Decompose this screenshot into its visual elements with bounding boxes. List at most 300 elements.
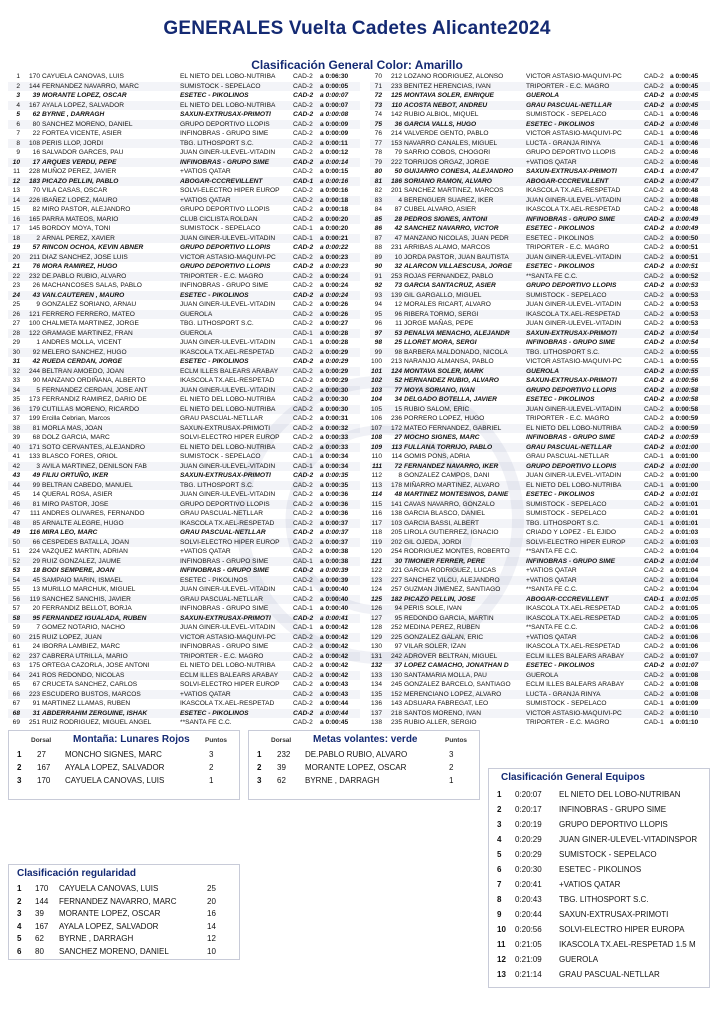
bib-number: 226 — [28, 196, 40, 204]
time-gap: a 0:00:30 — [320, 396, 349, 403]
position: 68 — [12, 709, 20, 717]
bib-number: 39 — [35, 909, 44, 918]
category: CAD-2 — [644, 329, 665, 337]
rank: 2 — [257, 763, 262, 772]
team-name: SOLVI-ELECTRO HIPER EUROPA — [559, 925, 685, 934]
time-gap: a 0:00:55 — [670, 358, 699, 365]
classification-row — [370, 614, 710, 624]
classification-row — [370, 538, 710, 548]
rider-name: Ercilla Cebrian, Marcos — [42, 415, 111, 422]
bib-number: 30 — [394, 557, 402, 565]
time-gap: a 0:00:55 — [670, 367, 699, 375]
category: CAD-2 — [293, 405, 313, 413]
rider-name: RUBIO ALLER, SERGIO — [404, 719, 477, 726]
rider-name: RIBERA TORMO, SERGI — [404, 310, 479, 318]
rider-name: MARTINEZ LLAMAS, RUBEN — [42, 700, 131, 707]
position: 64 — [12, 671, 20, 679]
position: 74 — [374, 111, 382, 118]
time-gap: a 0:01:06 — [670, 633, 699, 641]
rider-name: ESCUDERO BUSTOS, MARCOS — [42, 690, 141, 698]
team-name: VICTOR ASTASIO-MAQUIVI-PC — [526, 130, 622, 137]
position: 90 — [374, 263, 382, 270]
rider-name: SANCHEZ NAVARRO, VICTOR — [404, 225, 499, 232]
category: CAD-2 — [644, 443, 665, 451]
position: 46 — [12, 500, 20, 508]
time-gap: a 0:00:54 — [670, 339, 699, 346]
classification-row — [370, 414, 710, 424]
team-name: IKASCOLA TX.AEL-RESPETAD — [526, 614, 621, 622]
rider-name: CAYUELA CANOVAS, LUIS — [65, 776, 165, 785]
team-name: GRUPO DEPORTIVO LLOPIS — [180, 120, 270, 128]
category: CAD-2 — [293, 652, 313, 660]
classification-row — [370, 566, 710, 576]
position: 2 — [16, 82, 20, 90]
classification-row — [8, 82, 360, 92]
bib-number: 138 — [390, 510, 402, 517]
bib-number: 224 — [28, 548, 40, 555]
time-gap: a 0:00:40 — [320, 586, 349, 593]
rider-name: ARNAL PEREZ, XAVIER — [42, 234, 115, 242]
time-gap: a 0:00:16 — [320, 187, 349, 194]
team-name: **SANTA FE C.C. — [526, 624, 578, 631]
team-name: GRAU PASCUAL-NETLLAR — [559, 970, 660, 979]
category: CAD-2 — [293, 92, 314, 99]
time-gap: a 0:00:07 — [320, 92, 349, 99]
position: 71 — [374, 82, 382, 90]
position: 132 — [370, 662, 382, 669]
rider-name: PENALVA MENACHO, ALEJANDR — [404, 329, 510, 337]
position: 4 — [16, 101, 20, 109]
category: CAD-2 — [293, 215, 313, 223]
position: 44 — [12, 481, 20, 489]
classification-row — [370, 509, 710, 519]
bib-number: 121 — [28, 310, 40, 318]
position: 136 — [370, 700, 382, 707]
rider-name: AYALA LOPEZ, SALVADOR — [65, 763, 165, 772]
team-name: SOLVI-ELECTRO HIPER EUROP — [526, 538, 626, 546]
time-gap: a 0:00:30 — [320, 405, 349, 413]
rider-name: ROJAS FERNANDEZ, PABLO — [404, 272, 494, 280]
team-name: GUEROLA — [559, 955, 599, 964]
time-gap: a 0:00:30 — [320, 386, 349, 394]
classification-row — [8, 452, 360, 462]
time-gap: a 0:00:48 — [670, 196, 699, 204]
team-name: JUAN GINER-ULEVEL-VITADIN — [180, 234, 276, 242]
team-name: SUMISTOCK - SEPELACO — [526, 291, 607, 299]
position: 53 — [12, 567, 20, 574]
position: 48 — [12, 519, 20, 527]
position: 89 — [374, 253, 382, 261]
position: 35 — [12, 396, 20, 403]
position: 105 — [370, 405, 382, 413]
position: 45 — [12, 491, 20, 498]
points: 20 — [207, 896, 216, 906]
classification-row — [8, 405, 360, 415]
rider-name: FERRANDIZ RAMIREZ, DARIO DE — [42, 396, 147, 403]
classification-row — [8, 576, 360, 586]
time-gap: a 0:00:53 — [670, 291, 699, 299]
mountain-classification-box — [8, 730, 240, 800]
time-gap: a 0:00:05 — [320, 82, 349, 90]
classification-row — [370, 186, 710, 196]
team-name: INFINOBRAS - GRUPO SIME — [526, 434, 616, 441]
team-name: GUEROLA — [180, 310, 213, 318]
team-name: TRIPORTER - E.C. MAGRO — [526, 719, 610, 726]
time-gap: a 0:00:38 — [320, 557, 349, 565]
team-name: **SANTA FE C.C. — [180, 719, 232, 726]
box-row — [489, 939, 709, 951]
time-gap: a 0:00:48 — [670, 187, 699, 194]
category: CAD-2 — [293, 681, 313, 688]
classification-row — [370, 120, 710, 130]
rider-name: DE.PABLO RUBIO, ALVARO — [42, 272, 127, 280]
rank: 3 — [17, 776, 22, 785]
time-gap: a 0:00:35 — [320, 472, 349, 479]
time-gap: a 0:00:34 — [320, 462, 349, 470]
classification-row — [370, 633, 710, 643]
classification-row — [370, 243, 710, 253]
rank: 4 — [17, 921, 22, 931]
rider-name: SANCHEZ MORENO, DANIEL — [42, 120, 133, 128]
rider-name: HERNANDEZ RUBIO, ALVARO — [404, 377, 499, 384]
team-name: ABOGAR-CCCREVILLENT — [526, 595, 609, 603]
position: 81 — [374, 177, 382, 185]
category: CAD-2 — [293, 206, 313, 213]
classification-row — [370, 319, 710, 329]
team-name: INFINOBRAS - GRUPO SIME — [180, 130, 269, 137]
classification-row — [8, 547, 360, 557]
bib-number: 73 — [394, 282, 402, 289]
position: 75 — [374, 120, 382, 128]
bib-number: 221 — [390, 567, 402, 574]
team-name: ESETEC - PIKOLINOS — [559, 865, 642, 874]
team-time: 0:20:41 — [515, 880, 542, 889]
team-name: ECLM ILLES BALEARS ARABAY — [180, 367, 279, 375]
rider-name: ANDRES MOLLA, VICENT — [42, 339, 122, 346]
team-name: EL NIETO DEL LOBO-NUTRIBA — [180, 662, 276, 669]
category: CAD-2 — [293, 614, 314, 622]
position: 27 — [12, 320, 20, 327]
bib-number: 14 — [32, 491, 40, 498]
position: 10 — [12, 158, 20, 166]
bib-number: 167 — [35, 921, 49, 931]
classification-row — [8, 604, 360, 614]
time-gap: a 0:01:06 — [670, 643, 699, 650]
box-row — [9, 933, 239, 945]
bib-number: 42 — [32, 358, 40, 365]
category: CAD-2 — [293, 567, 314, 574]
dorsal-label: Dorsal — [31, 737, 52, 744]
bib-number: 116 — [29, 529, 40, 536]
time-gap: a 0:00:41 — [320, 614, 349, 622]
time-gap: a 0:00:15 — [320, 168, 349, 175]
bib-number: 114 — [391, 453, 402, 460]
team-name: CRIADO Y LOPEZ - EL EJIDO — [526, 529, 617, 536]
points-label: Puntos — [205, 737, 228, 744]
time-gap: a 0:01:03 — [670, 538, 699, 546]
category: CAD-2 — [644, 690, 664, 698]
team-name: INFINOBRAS - GRUPO SIME — [180, 605, 269, 612]
points: 16 — [207, 909, 216, 918]
position: 99 — [374, 348, 382, 356]
box-row — [9, 883, 239, 895]
time-gap: a 0:00:59 — [670, 434, 699, 441]
time-gap: a 0:00:12 — [320, 149, 349, 156]
bib-number: 110 — [391, 101, 402, 109]
position: 73 — [374, 101, 382, 109]
team-name: IKASCOLA TX.AEL-RESPETAD — [180, 348, 275, 356]
classification-row — [370, 357, 710, 367]
team-name: SAXUN-EXTRUSAX-PRIMOTI — [559, 910, 669, 919]
category: CAD-2 — [644, 367, 665, 375]
bib-number: 124 — [390, 367, 402, 375]
classification-row — [370, 196, 710, 206]
category: CAD-2 — [293, 73, 313, 80]
rider-name: FULLANA TORRIJO, PABLO — [404, 443, 493, 451]
classification-row — [370, 158, 710, 168]
position: 98 — [374, 339, 382, 346]
time-gap: a 0:01:04 — [670, 586, 699, 593]
category: CAD-2 — [644, 557, 665, 565]
time-gap: a 0:01:04 — [670, 557, 699, 565]
classification-row — [8, 443, 360, 453]
bib-number: 62 — [277, 776, 286, 785]
category: CAD-2 — [644, 244, 664, 251]
position: 111 — [371, 462, 382, 470]
position: 137 — [370, 709, 382, 717]
time-gap: a 0:00:46 — [670, 130, 699, 137]
time-gap: a 0:01:01 — [670, 491, 699, 498]
time-gap: a 0:00:43 — [320, 690, 349, 698]
classification-row — [370, 528, 710, 538]
category: CAD-2 — [293, 690, 313, 698]
category: CAD-2 — [644, 92, 665, 99]
bib-number: 39 — [277, 763, 286, 772]
rider-name: PERIS LLOP, JORDI — [42, 139, 104, 147]
team-name: GRUPO DEPORTIVO LLOPIS — [526, 282, 617, 289]
position: 37 — [12, 415, 20, 422]
rider-name: AVILA MARTINEZ, DENILSON FAB — [42, 462, 147, 470]
time-gap: a 0:00:59 — [670, 424, 699, 432]
dorsal-label: Dorsal — [271, 737, 292, 744]
rider-name: RUIZ RODRIGUEZ, MIGUEL ANGEL — [42, 719, 152, 726]
rider-name: BERENGUER SUAREZ, IKER — [404, 196, 494, 204]
time-gap: a 0:01:07 — [670, 662, 699, 669]
bib-number: 45 — [32, 576, 40, 584]
position: 126 — [370, 605, 382, 612]
team-name: ESETEC - PIKOLINOS — [526, 662, 595, 669]
position: 52 — [12, 557, 20, 565]
team-name: INFINOBRAS - GRUPO SIME — [526, 557, 616, 565]
rider-name: RUBIO ALBIOL, MIQUEL — [404, 111, 479, 118]
team-name: TBG. LITHOSPORT S.C. — [526, 519, 600, 527]
team-name: SOLVI-ELECTRO HIPER EUROP — [180, 681, 280, 688]
rider-name: MORANTE LOPEZ, OSCAR — [42, 92, 127, 99]
category: CAD-2 — [644, 225, 665, 232]
category: CAD-2 — [293, 719, 313, 726]
regularity-classification-box — [8, 864, 240, 960]
team-heading: Clasificación General Equipos — [501, 772, 645, 783]
classification-row — [370, 281, 710, 291]
rank: 13 — [497, 970, 506, 979]
position: 54 — [12, 576, 20, 584]
bib-number: 205 — [390, 529, 402, 536]
category: CAD-2 — [293, 529, 314, 536]
team-name: EL NIETO DEL LOBO-NUTRIBA — [180, 405, 276, 413]
category: CAD-2 — [293, 168, 313, 175]
classification-row — [370, 253, 710, 263]
rider-name: ADSUARA FABREGAT, LEO — [404, 700, 489, 707]
intermediate-sprints-box — [248, 730, 480, 800]
time-gap: a 0:00:35 — [320, 481, 349, 489]
bib-number: 113 — [391, 443, 402, 451]
rider-name: GUIJARRO CONESA, ALEJANDRO — [404, 168, 514, 175]
bib-number: 5 — [36, 386, 40, 394]
category: CAD-2 — [644, 177, 665, 185]
category: CAD-2 — [293, 320, 313, 327]
rider-name: FERNANDEZ NAVARRO, MARC — [42, 82, 139, 90]
classification-row — [370, 709, 710, 719]
team-name: GRUPO DEPORTIVO LLOPIS — [526, 149, 616, 156]
team-name: TBG. LITHOSPORT S.C. — [559, 895, 649, 904]
team-name: JUAN GINER-ULEVEL-VITADIN — [526, 253, 622, 261]
classification-row — [8, 566, 360, 576]
position: 76 — [374, 130, 382, 137]
rider-name: MONCHO SIGNES, MARC — [65, 750, 162, 759]
category: CAD-1 — [644, 453, 664, 460]
rider-name: MORANTE LOPEZ, OSCAR — [59, 909, 161, 918]
bib-number: 29 — [32, 557, 40, 565]
page-title: GENERALES Vuelta Cadetes Alicante2024 — [163, 18, 551, 39]
category: CAD-2 — [644, 510, 664, 517]
box-row — [9, 762, 239, 774]
position: 8 — [16, 139, 20, 147]
time-gap: a 0:00:50 — [670, 234, 699, 242]
team-name: SUMISTOCK - SEPELACO — [559, 850, 657, 859]
rider-name: ALARCON VILLAESCUSA, JORGE — [404, 263, 513, 270]
time-gap: a 0:00:58 — [670, 405, 699, 413]
position: 63 — [12, 662, 20, 669]
box-row — [249, 749, 479, 761]
rider-name: RUIZ LOPEZ, JUAN — [42, 633, 102, 641]
team-name: TRIPORTER - E.C. MAGRO — [526, 82, 610, 90]
position: 93 — [374, 291, 382, 299]
rank: 2 — [497, 805, 502, 814]
classification-row — [8, 243, 360, 253]
box-row — [249, 775, 479, 787]
category: CAD-2 — [644, 101, 665, 109]
category: CAD-2 — [644, 415, 664, 422]
rider-name: MORALES RICART, ALVARO — [404, 301, 491, 308]
team-name: SUMISTOCK - SEPELACO — [180, 225, 261, 232]
position: 104 — [370, 396, 382, 403]
box-row — [489, 909, 709, 921]
position: 124 — [370, 586, 382, 593]
bib-number: 96 — [394, 310, 402, 318]
team-name: VICTOR ASTASIO-MAQUIVI-PC — [526, 358, 622, 365]
rider-name: ARNALTE ALEGRE, HUGO — [42, 519, 124, 527]
rider-name: DELGADO BOTELLA, JAVIER — [404, 396, 497, 403]
position: 40 — [12, 443, 20, 451]
rider-name: ACOSTA NEBOT, ANDREU — [404, 101, 488, 109]
classification-row — [370, 519, 710, 529]
rider-name: TORRIJOS ORGAZ, JORGE — [404, 158, 489, 166]
time-gap: a 0:00:28 — [320, 339, 349, 346]
category: CAD-2 — [644, 605, 664, 612]
bib-number: 77 — [394, 386, 402, 394]
team-name: TBG. LITHOSPORT S.C. — [180, 139, 254, 147]
team-name: GRAU PASCUAL-NETLLAR — [180, 595, 264, 603]
position: 79 — [374, 158, 382, 166]
time-gap: a 0:00:29 — [320, 367, 349, 375]
position: 84 — [374, 206, 382, 213]
position: 14 — [12, 196, 20, 204]
time-gap: a 0:00:45 — [670, 101, 699, 109]
time-gap: a 0:00:42 — [320, 624, 349, 631]
team-name: ESETEC - PIKOLINOS — [180, 291, 249, 299]
position: 61 — [12, 643, 20, 650]
team-name: ABOGAR-CCCREVILLENT — [180, 177, 263, 185]
rider-name: GOMIS PONS, ADRIA — [404, 453, 470, 460]
box-row — [489, 849, 709, 861]
category: CAD-2 — [644, 187, 664, 194]
classification-row — [8, 471, 360, 481]
team-name: SUMISTOCK - SEPELACO — [526, 500, 607, 508]
classification-row — [370, 623, 710, 633]
category: CAD-2 — [644, 158, 664, 166]
time-gap: a 0:01:08 — [670, 671, 699, 679]
position: 42 — [12, 462, 20, 470]
category: CAD-2 — [644, 567, 664, 574]
time-gap: a 0:00:34 — [320, 453, 349, 460]
rider-name: MIRO PASTOR, JOSE — [42, 500, 109, 508]
bib-number: 122 — [28, 329, 40, 337]
bib-number: 95 — [394, 614, 402, 622]
classification-row — [370, 671, 710, 681]
position: 94 — [374, 301, 382, 308]
time-gap: a 0:00:38 — [320, 548, 349, 555]
rider-name: SANTOS MORENO, IVAN — [404, 709, 482, 717]
team-name: INFINOBRAS - GRUPO SIME — [526, 215, 616, 223]
category: CAD-2 — [293, 263, 314, 270]
category: CAD-1 — [644, 139, 664, 147]
team-time: 0:21:09 — [515, 955, 542, 964]
bib-number: 47 — [394, 234, 402, 242]
rider-name: PICAZO PELLIN, PABLO — [42, 177, 119, 185]
rider-name: BODI SEMPERE, JOAN — [42, 567, 115, 574]
bib-number: 167 — [28, 101, 40, 109]
category: CAD-2 — [293, 196, 313, 204]
team-name: IKASCOLA TX.AEL-RESPETAD — [180, 700, 275, 707]
position: 70 — [374, 73, 382, 80]
time-gap: a 0:01:08 — [670, 681, 699, 688]
rider-name: CESPEDES BATALLA, JOAN — [42, 538, 129, 546]
classification-row — [8, 338, 360, 348]
time-gap: a 0:01:04 — [670, 567, 699, 574]
classification-row — [8, 433, 360, 443]
rider-name: MELERO SANCHEZ, HUGO — [42, 348, 127, 356]
team-name: GRAU PASCUAL-NETLLAR — [180, 415, 264, 422]
classification-row — [370, 291, 710, 301]
classification-row — [370, 167, 710, 177]
rider-name: LIROLA GUTIERREZ, IGNACIO — [404, 529, 499, 536]
team-time: 0:20:29 — [515, 835, 542, 844]
time-gap: a 0:01:04 — [670, 548, 699, 555]
position: 60 — [12, 633, 20, 641]
time-gap: a 0:00:22 — [320, 244, 349, 251]
team-time: 0:20:56 — [515, 925, 542, 934]
rider-name: MEDINA PEREZ, RUBEN — [404, 624, 480, 631]
